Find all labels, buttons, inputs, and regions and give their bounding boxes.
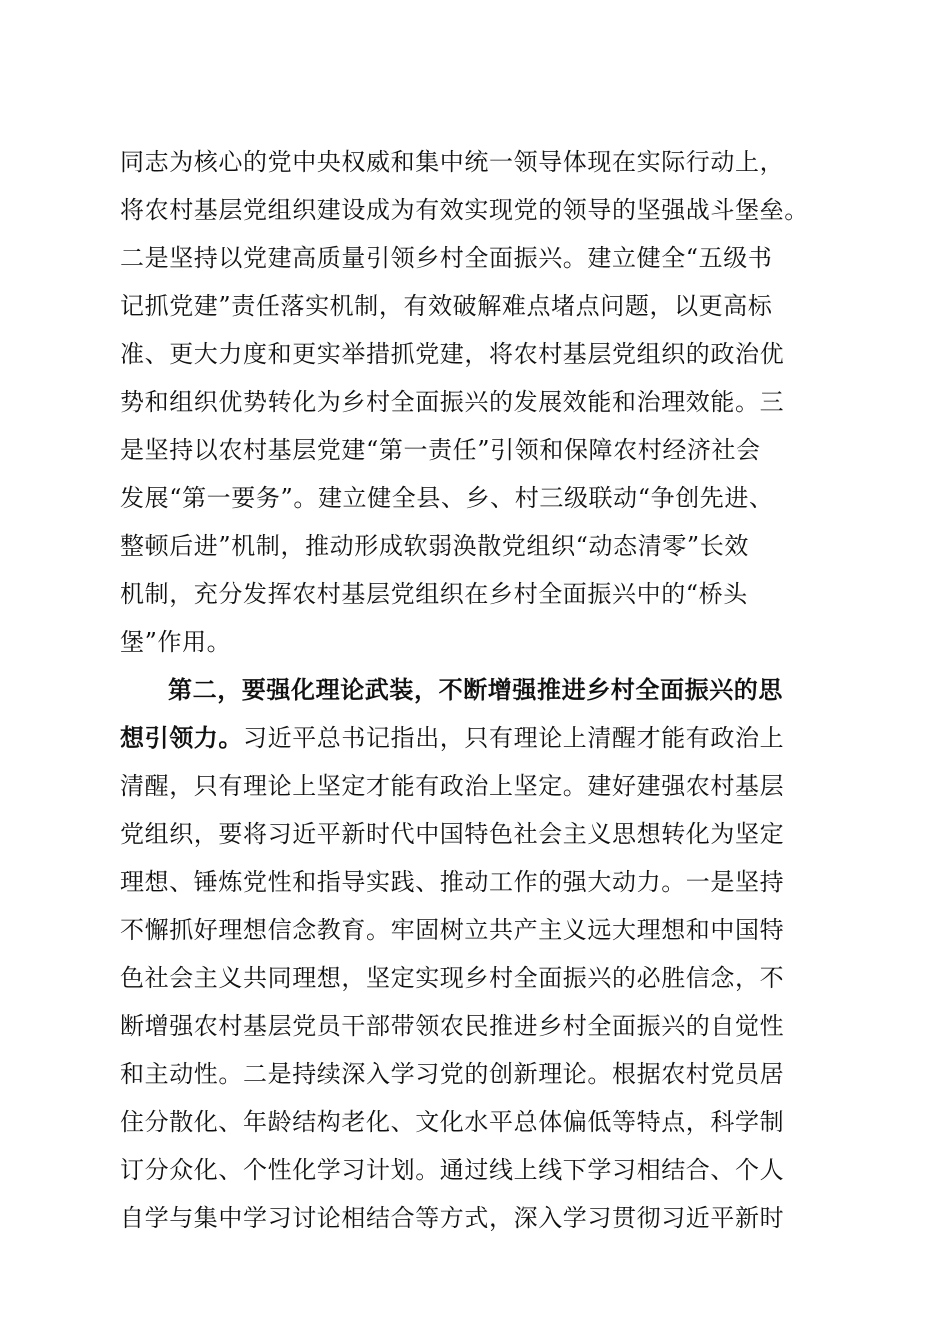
text-line: 机制，充分发挥农村基层党组织在乡村全面振兴中的“桥头 xyxy=(120,580,748,608)
text-line: 势和组织优势转化为乡村全面振兴的发展效能和治理效能。三 xyxy=(120,388,785,416)
text-line: 不懈抓好理想信念教育。牢固树立共产主义远大理想和中国特 xyxy=(120,916,785,944)
section-heading-line xyxy=(120,666,840,714)
text-line: 二是坚持以党建高质量引领乡村全面振兴。建立健全“五级书 xyxy=(120,244,773,272)
text-line: 自学与集中学习讨论相结合等方式，深入学习贯彻习近平新时 xyxy=(120,1204,785,1232)
section-heading-end: 想引领力。 xyxy=(120,723,243,752)
text-line: 准、更大力度和更实举措抓党建，将农村基层党组织的政治优 xyxy=(120,340,785,368)
text-line: 记抓党建”责任落实机制，有效破解难点堵点问题，以更高标 xyxy=(120,292,773,320)
text-line: 订分众化、个性化学习计划。通过线上线下学习相结合、个人 xyxy=(120,1156,785,1184)
text-line: 党组织，要将习近平新时代中国特色社会主义思想转化为坚定 xyxy=(120,820,785,848)
text-line: 住分散化、年龄结构老化、文化水平总体偏低等特点，科学制 xyxy=(120,1108,785,1136)
text-line: 色社会主义共同理想，坚定实现乡村全面振兴的必胜信念，不 xyxy=(120,964,785,992)
text-line xyxy=(120,714,840,762)
body-text xyxy=(120,138,840,1242)
text-line: 断增强农村基层党员干部带领农民推进乡村全面振兴的自觉性 xyxy=(120,1012,785,1040)
text-line: 将农村基层党组织建设成为有效实现党的领导的坚强战斗堡垒。 xyxy=(120,196,809,224)
text-line: 整顿后进”机制，推动形成软弱涣散党组织“动态清零”长效 xyxy=(120,532,750,560)
text-line: 和主动性。二是持续深入学习党的创新理论。根据农村党员居 xyxy=(120,1060,785,1088)
text-line: 清醒，只有理论上坚定才能有政治上坚定。建好建强农村基层 xyxy=(120,772,785,800)
text-span: 习近平总书记指出，只有理论上清醒才能有政治上 xyxy=(243,724,785,752)
text-line: 理想、锤炼党性和指导实践、推动工作的强大动力。一是坚持 xyxy=(120,868,785,896)
text-line: 堡”作用。 xyxy=(120,628,232,656)
text-line: 是坚持以农村基层党建“第一责任”引领和保障农村经济社会 xyxy=(120,436,761,464)
section-heading: 第二，要强化理论武装，不断增强推进乡村全面振兴的思 xyxy=(168,675,783,704)
text-line: 同志为核心的党中央权威和集中统一领导体现在实际行动上， xyxy=(120,148,785,176)
text-line: 发展“第一要务”。建立健全县、乡、村三级联动“争创先进、 xyxy=(120,484,774,512)
